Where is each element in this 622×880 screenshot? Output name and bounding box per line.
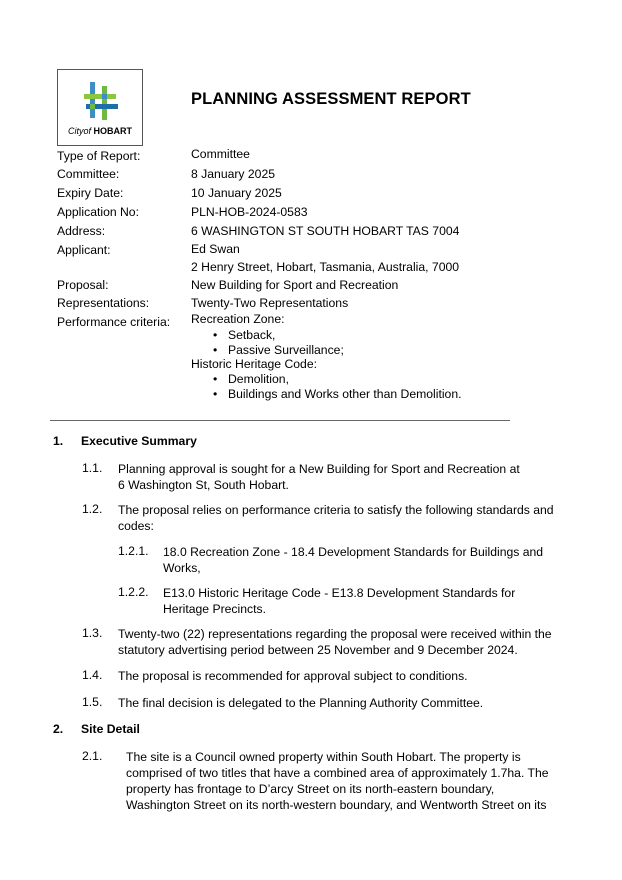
representations-value: Twenty-Two Representations bbox=[191, 296, 349, 310]
paragraph: The proposal relies on performance criteria to satisfy the following standards and codes: bbox=[118, 503, 554, 533]
section-number: 2. bbox=[53, 722, 64, 736]
applicant-label: Applicant: bbox=[57, 243, 111, 257]
section-heading-executive-summary: Executive Summary bbox=[81, 434, 197, 448]
section-number: 1. bbox=[53, 434, 64, 448]
criteria-item: Demolition, bbox=[228, 372, 289, 386]
para-number: 1.2. bbox=[82, 502, 103, 516]
appno-value: PLN-HOB-2024-0583 bbox=[191, 205, 308, 219]
criteria-item: Buildings and Works other than Demolition. bbox=[228, 387, 462, 401]
type-value: Committee bbox=[191, 147, 250, 161]
criteria-item: Passive Surveillance; bbox=[228, 343, 344, 357]
para-number: 1.2.1. bbox=[118, 544, 149, 558]
para-number: 1.3. bbox=[82, 626, 103, 640]
criteria-item: Setback, bbox=[228, 328, 276, 342]
para-number: 2.1. bbox=[82, 749, 103, 763]
bullet-icon: • bbox=[213, 328, 218, 342]
paragraph: Twenty-two (22) representations regarding the proposal were received within the statutory advertising period between 25 November and 9 December 2024. bbox=[118, 627, 552, 657]
representations-label: Representations: bbox=[57, 296, 150, 310]
page-title: PLANNING ASSESSMENT REPORT bbox=[191, 90, 471, 108]
bullet-icon: • bbox=[213, 343, 218, 357]
address-value: 6 WASHINGTON ST SOUTH HOBART TAS 7004 bbox=[191, 224, 460, 238]
committee-value: 8 January 2025 bbox=[191, 167, 276, 181]
applicant-name: Ed Swan bbox=[191, 242, 240, 256]
paragraph: 18.0 Recreation Zone - 18.4 Development Standards for Buildings and Works, bbox=[163, 545, 544, 575]
paragraph: The proposal is recommended for approval subject to conditions. bbox=[118, 669, 468, 683]
heritage-code-heading: Historic Heritage Code: bbox=[191, 357, 317, 371]
para-number: 1.2.2. bbox=[118, 585, 149, 599]
logo-wordmark: Cityof HOBART bbox=[67, 126, 133, 136]
proposal-label: Proposal: bbox=[57, 278, 109, 292]
recreation-zone-heading: Recreation Zone: bbox=[191, 312, 285, 326]
divider bbox=[50, 420, 510, 421]
type-label: Type of Report: bbox=[57, 149, 141, 163]
proposal-value: New Building for Sport and Recreation bbox=[191, 278, 399, 292]
paragraph: The final decision is delegated to the Planning Authority Committee. bbox=[118, 696, 484, 710]
para-number: 1.5. bbox=[82, 695, 103, 709]
paragraph: Planning approval is sought for a New Building for Sport and Recreation at 6 Washington St, South Hobart. bbox=[118, 462, 520, 492]
para-number: 1.1. bbox=[82, 461, 103, 475]
expiry-value: 10 January 2025 bbox=[191, 186, 282, 200]
committee-label: Committee: bbox=[57, 167, 120, 181]
bullet-icon: • bbox=[213, 372, 218, 386]
city-of-hobart-logo bbox=[57, 69, 143, 146]
section-heading-site-detail: Site Detail bbox=[81, 722, 140, 736]
paragraph: The site is a Council owned property within South Hobart. The property is comprised of two titles that have a combined area of approximately 1.7ha. The property has frontage to D’arcy Street on its north-eastern boundary, Washington Street on its north-western boundary, and Wentworth Street on its bbox=[126, 750, 549, 812]
hobart-logo-mark-icon bbox=[81, 80, 121, 122]
expiry-label: Expiry Date: bbox=[57, 186, 124, 200]
appno-label: Application No: bbox=[57, 205, 139, 219]
para-number: 1.4. bbox=[82, 668, 103, 682]
address-label: Address: bbox=[57, 224, 106, 238]
applicant-address: 2 Henry Street, Hobart, Tasmania, Australia, 7000 bbox=[191, 260, 460, 274]
performance-criteria-label: Performance criteria: bbox=[57, 315, 171, 329]
paragraph: E13.0 Historic Heritage Code - E13.8 Development Standards for Heritage Precincts. bbox=[163, 586, 516, 616]
bullet-icon: • bbox=[213, 387, 218, 401]
